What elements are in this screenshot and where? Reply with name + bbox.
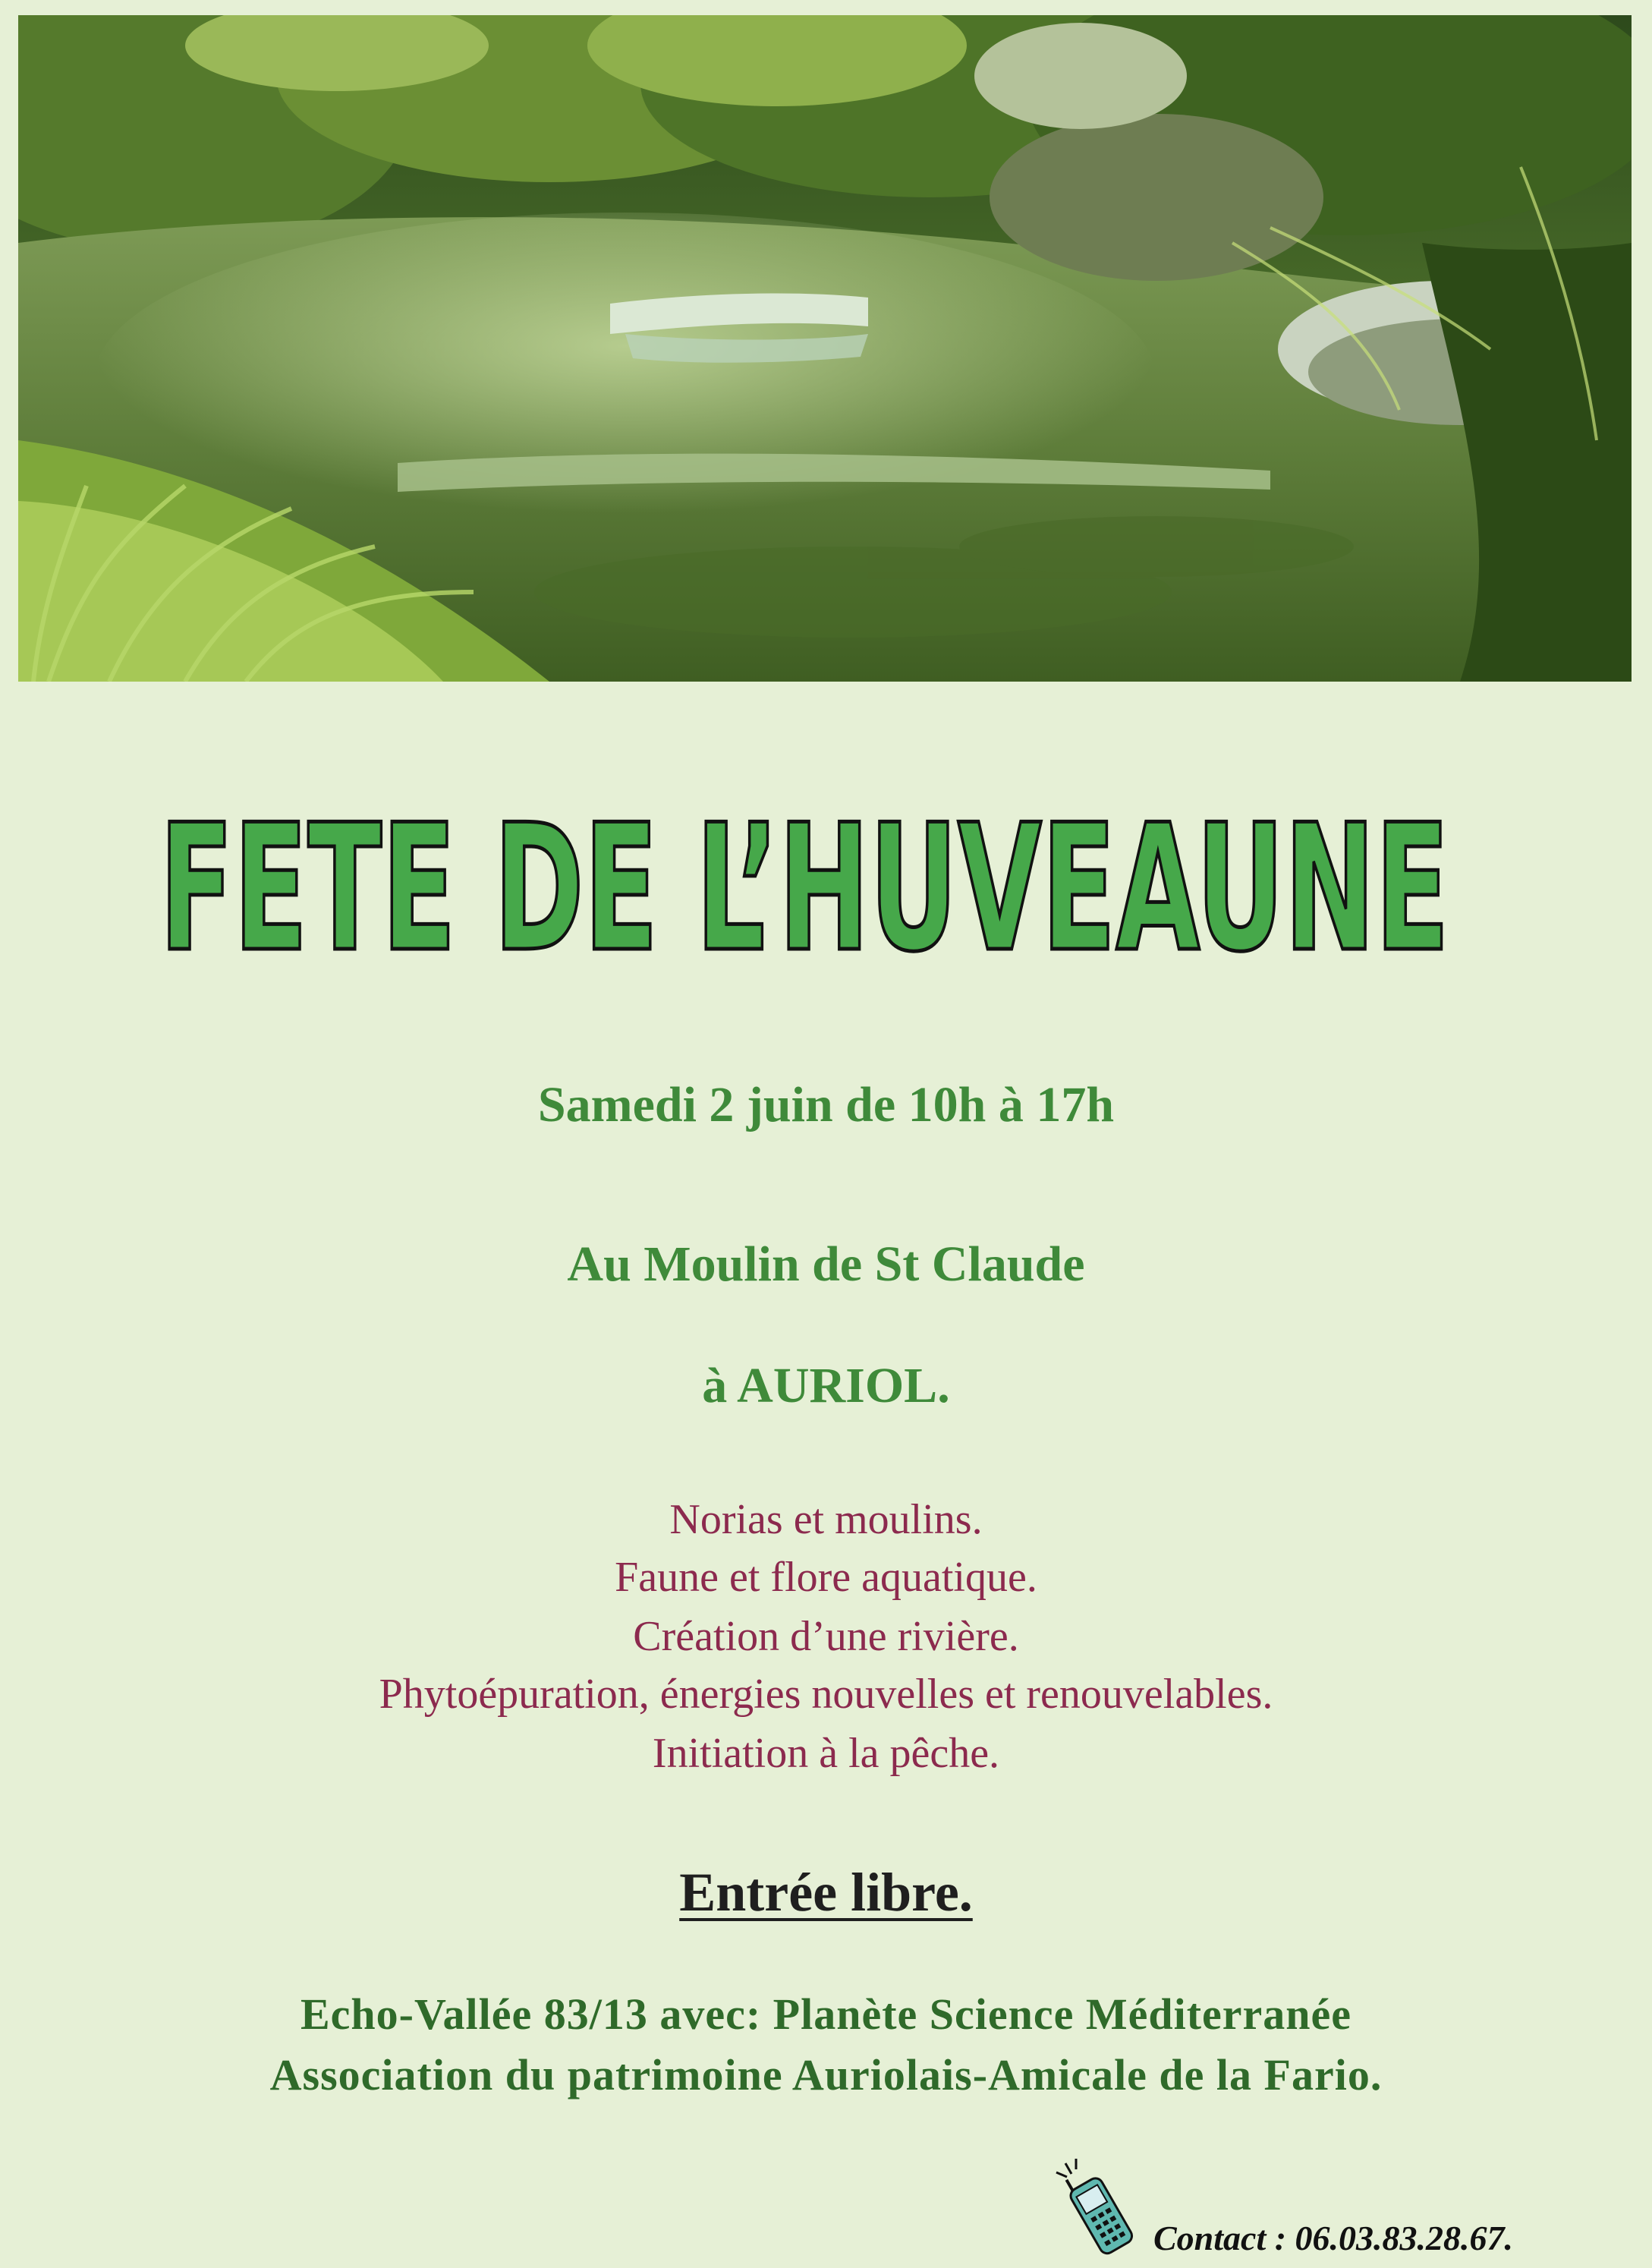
activity-item: Création d’une rivière.: [633, 1613, 1019, 1660]
organizers-line-2: Association du patrimoine Auriolais-Amicale de la Fario.: [269, 2050, 1383, 2099]
poster-title: [137, 759, 1472, 1002]
contact-phone: Contact : 06.03.83.28.67.: [1153, 2219, 1514, 2257]
event-date: Samedi 2 juin de 10h à 17h: [537, 1077, 1115, 1132]
activity-item: Faune et flore aquatique.: [615, 1554, 1037, 1601]
activity-item: Initiation à la pêche.: [652, 1730, 1000, 1777]
mobile-phone-icon: [1050, 2156, 1149, 2262]
poster-title-text: FETE DE L’HUVEAUNE: [159, 788, 1449, 991]
organizers-line-1: Echo-Vallée 83/13 avec: Planète Science Méditerranée: [300, 1989, 1352, 2039]
activity-item: Norias et moulins.: [669, 1496, 983, 1543]
free-entry: Entrée libre.: [679, 1862, 973, 1923]
river-photo: [18, 15, 1632, 682]
event-place: Au Moulin de St Claude: [567, 1236, 1085, 1292]
activity-item: Phytoépuration, énergies nouvelles et renouvelables.: [379, 1671, 1273, 1718]
event-town: à AURIOL.: [702, 1358, 950, 1413]
